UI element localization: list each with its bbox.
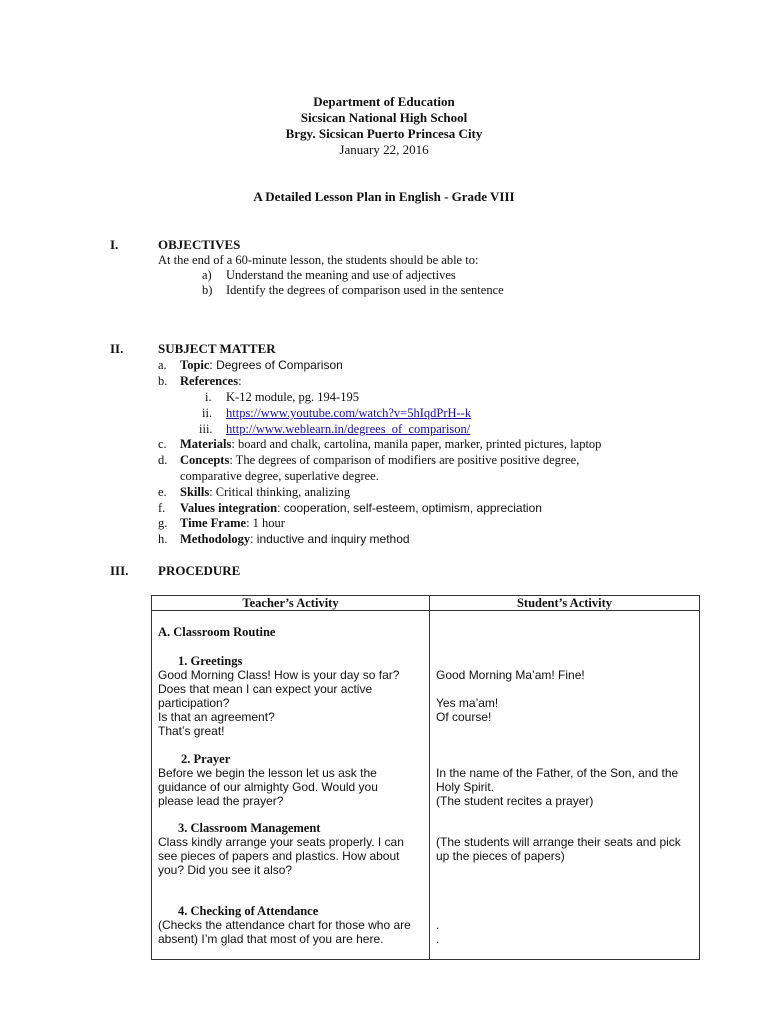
materials-label: Materials bbox=[180, 437, 232, 451]
skills-line bbox=[180, 485, 350, 500]
reference-text: K-12 module, pg. 194-195 bbox=[226, 390, 359, 404]
teacher-line: you? Did you see it also? bbox=[158, 863, 293, 877]
values-value: : cooperation, self-esteem, optimism, appreciation bbox=[277, 501, 542, 515]
objectives-intro: At the end of a 60-minute lesson, the students should be able to: bbox=[158, 253, 479, 267]
concepts-value: : The degrees of comparison of modifiers are positive positive degree, bbox=[229, 453, 580, 467]
reference-marker: ii. bbox=[202, 406, 213, 420]
concepts-line bbox=[180, 453, 579, 468]
teacher-line: participation? bbox=[158, 696, 230, 710]
references-colon: : bbox=[238, 374, 242, 388]
student-line: Holy Spirit. bbox=[436, 780, 495, 794]
reference-link-youtube[interactable]: https://www.youtube.com/watch?v=5hIqdPrH--k bbox=[226, 406, 472, 420]
concepts-marker: d. bbox=[158, 453, 168, 467]
section-number-objectives: I. bbox=[110, 237, 119, 252]
management-heading: 3. Classroom Management bbox=[178, 821, 321, 835]
teacher-line: see pieces of papers and plastics. How about bbox=[158, 849, 400, 863]
student-line: . bbox=[436, 918, 440, 932]
student-line: In the name of the Father, of the Son, and the bbox=[436, 766, 679, 780]
methodology-label: Methodology bbox=[180, 532, 251, 546]
skills-label: Skills bbox=[180, 485, 210, 499]
teacher-line: Does that mean I can expect your active bbox=[158, 682, 373, 696]
student-line: Yes ma’am! bbox=[436, 696, 499, 710]
methodology-marker: h. bbox=[158, 532, 168, 546]
references-line bbox=[180, 374, 242, 389]
objective-text: Understand the meaning and use of adjectives bbox=[226, 268, 456, 282]
objective-text: Identify the degrees of comparison used in the sentence bbox=[226, 283, 504, 297]
reference-marker: i. bbox=[205, 390, 212, 404]
topic-line bbox=[180, 358, 343, 373]
attendance-heading: 4. Checking of Attendance bbox=[178, 904, 319, 918]
references-label: References bbox=[180, 374, 239, 388]
student-activity-cell bbox=[430, 611, 700, 960]
teacher-line: guidance of our almighty God. Would you bbox=[158, 780, 378, 794]
header-date: January 22, 2016 bbox=[339, 142, 429, 157]
teacher-line: Good Morning Class! How is your day so far? bbox=[158, 668, 400, 682]
teacher-line: (Checks the attendance chart for those who are bbox=[158, 918, 411, 932]
student-line: . bbox=[436, 932, 440, 946]
greetings-heading: 1. Greetings bbox=[178, 654, 243, 668]
student-line: Good Morning Ma’am! Fine! bbox=[436, 668, 585, 682]
time-label: Time Frame bbox=[180, 516, 247, 530]
materials-line bbox=[180, 437, 601, 452]
column-header-student: Student’s Activity bbox=[430, 596, 700, 611]
time-marker: g. bbox=[158, 516, 168, 530]
materials-marker: c. bbox=[158, 437, 167, 451]
section-heading-subject: SUBJECT MATTER bbox=[158, 341, 276, 356]
teacher-line: Class kindly arrange your seats properly. I can bbox=[158, 835, 404, 849]
materials-value: : board and chalk, cartolina, manila paper, marker, printed pictures, laptop bbox=[231, 437, 602, 451]
teacher-line: Is that an agreement? bbox=[158, 710, 275, 724]
table-header-row bbox=[152, 596, 700, 611]
objective-marker: a) bbox=[202, 268, 212, 282]
teacher-line: absent) I’m glad that most of you are here. bbox=[158, 932, 384, 946]
procedure-table bbox=[151, 595, 700, 960]
student-line: (The students will arrange their seats and pick bbox=[436, 835, 681, 849]
methodology-value: : inductive and inquiry method bbox=[250, 532, 410, 546]
column-header-teacher: Teacher’s Activity bbox=[152, 596, 430, 611]
section-number-procedure: III. bbox=[110, 563, 129, 578]
concepts-label: Concepts bbox=[180, 453, 230, 467]
values-line bbox=[180, 501, 542, 516]
skills-value: : Critical thinking, analizing bbox=[209, 485, 351, 499]
concepts-continuation: comparative degree, superlative degree. bbox=[180, 469, 379, 483]
section-heading-objectives: OBJECTIVES bbox=[158, 237, 241, 252]
document-title: A Detailed Lesson Plan in English - Grade VIII bbox=[253, 189, 515, 204]
topic-value: : Degrees of Comparison bbox=[209, 358, 343, 372]
teacher-line: Before we begin the lesson let us ask the bbox=[158, 766, 377, 780]
methodology-line bbox=[180, 532, 410, 547]
classroom-routine-heading: A. Classroom Routine bbox=[158, 625, 276, 639]
topic-label: Topic bbox=[180, 358, 210, 372]
values-marker: f. bbox=[158, 501, 166, 515]
objective-marker: b) bbox=[202, 283, 213, 297]
prayer-heading: 2. Prayer bbox=[181, 752, 231, 766]
student-line: (The student recites a prayer) bbox=[436, 794, 594, 808]
values-label: Values integration bbox=[180, 501, 278, 515]
header-department: Department of Education bbox=[313, 94, 455, 109]
student-line: up the pieces of papers) bbox=[436, 849, 565, 863]
teacher-line: please lead the prayer? bbox=[158, 794, 284, 808]
section-heading-procedure: PROCEDURE bbox=[158, 563, 241, 578]
student-line: Of course! bbox=[436, 710, 492, 724]
table-row bbox=[152, 611, 700, 960]
time-line bbox=[180, 516, 285, 531]
header-address: Brgy. Sicsican Puerto Princesa City bbox=[285, 126, 483, 141]
skills-marker: e. bbox=[158, 485, 167, 499]
header-school: Sicsican National High School bbox=[300, 110, 468, 125]
reference-link-weblearn[interactable]: http://www.weblearn.in/degrees_of_comparison/ bbox=[226, 422, 471, 436]
reference-marker: iii. bbox=[199, 422, 213, 436]
topic-marker: a. bbox=[158, 358, 167, 372]
teacher-line: That’s great! bbox=[158, 724, 225, 738]
section-number-subject: II. bbox=[110, 341, 124, 356]
references-marker: b. bbox=[158, 374, 168, 388]
teacher-activity-cell bbox=[152, 611, 430, 960]
time-value: : 1 hour bbox=[246, 516, 285, 530]
